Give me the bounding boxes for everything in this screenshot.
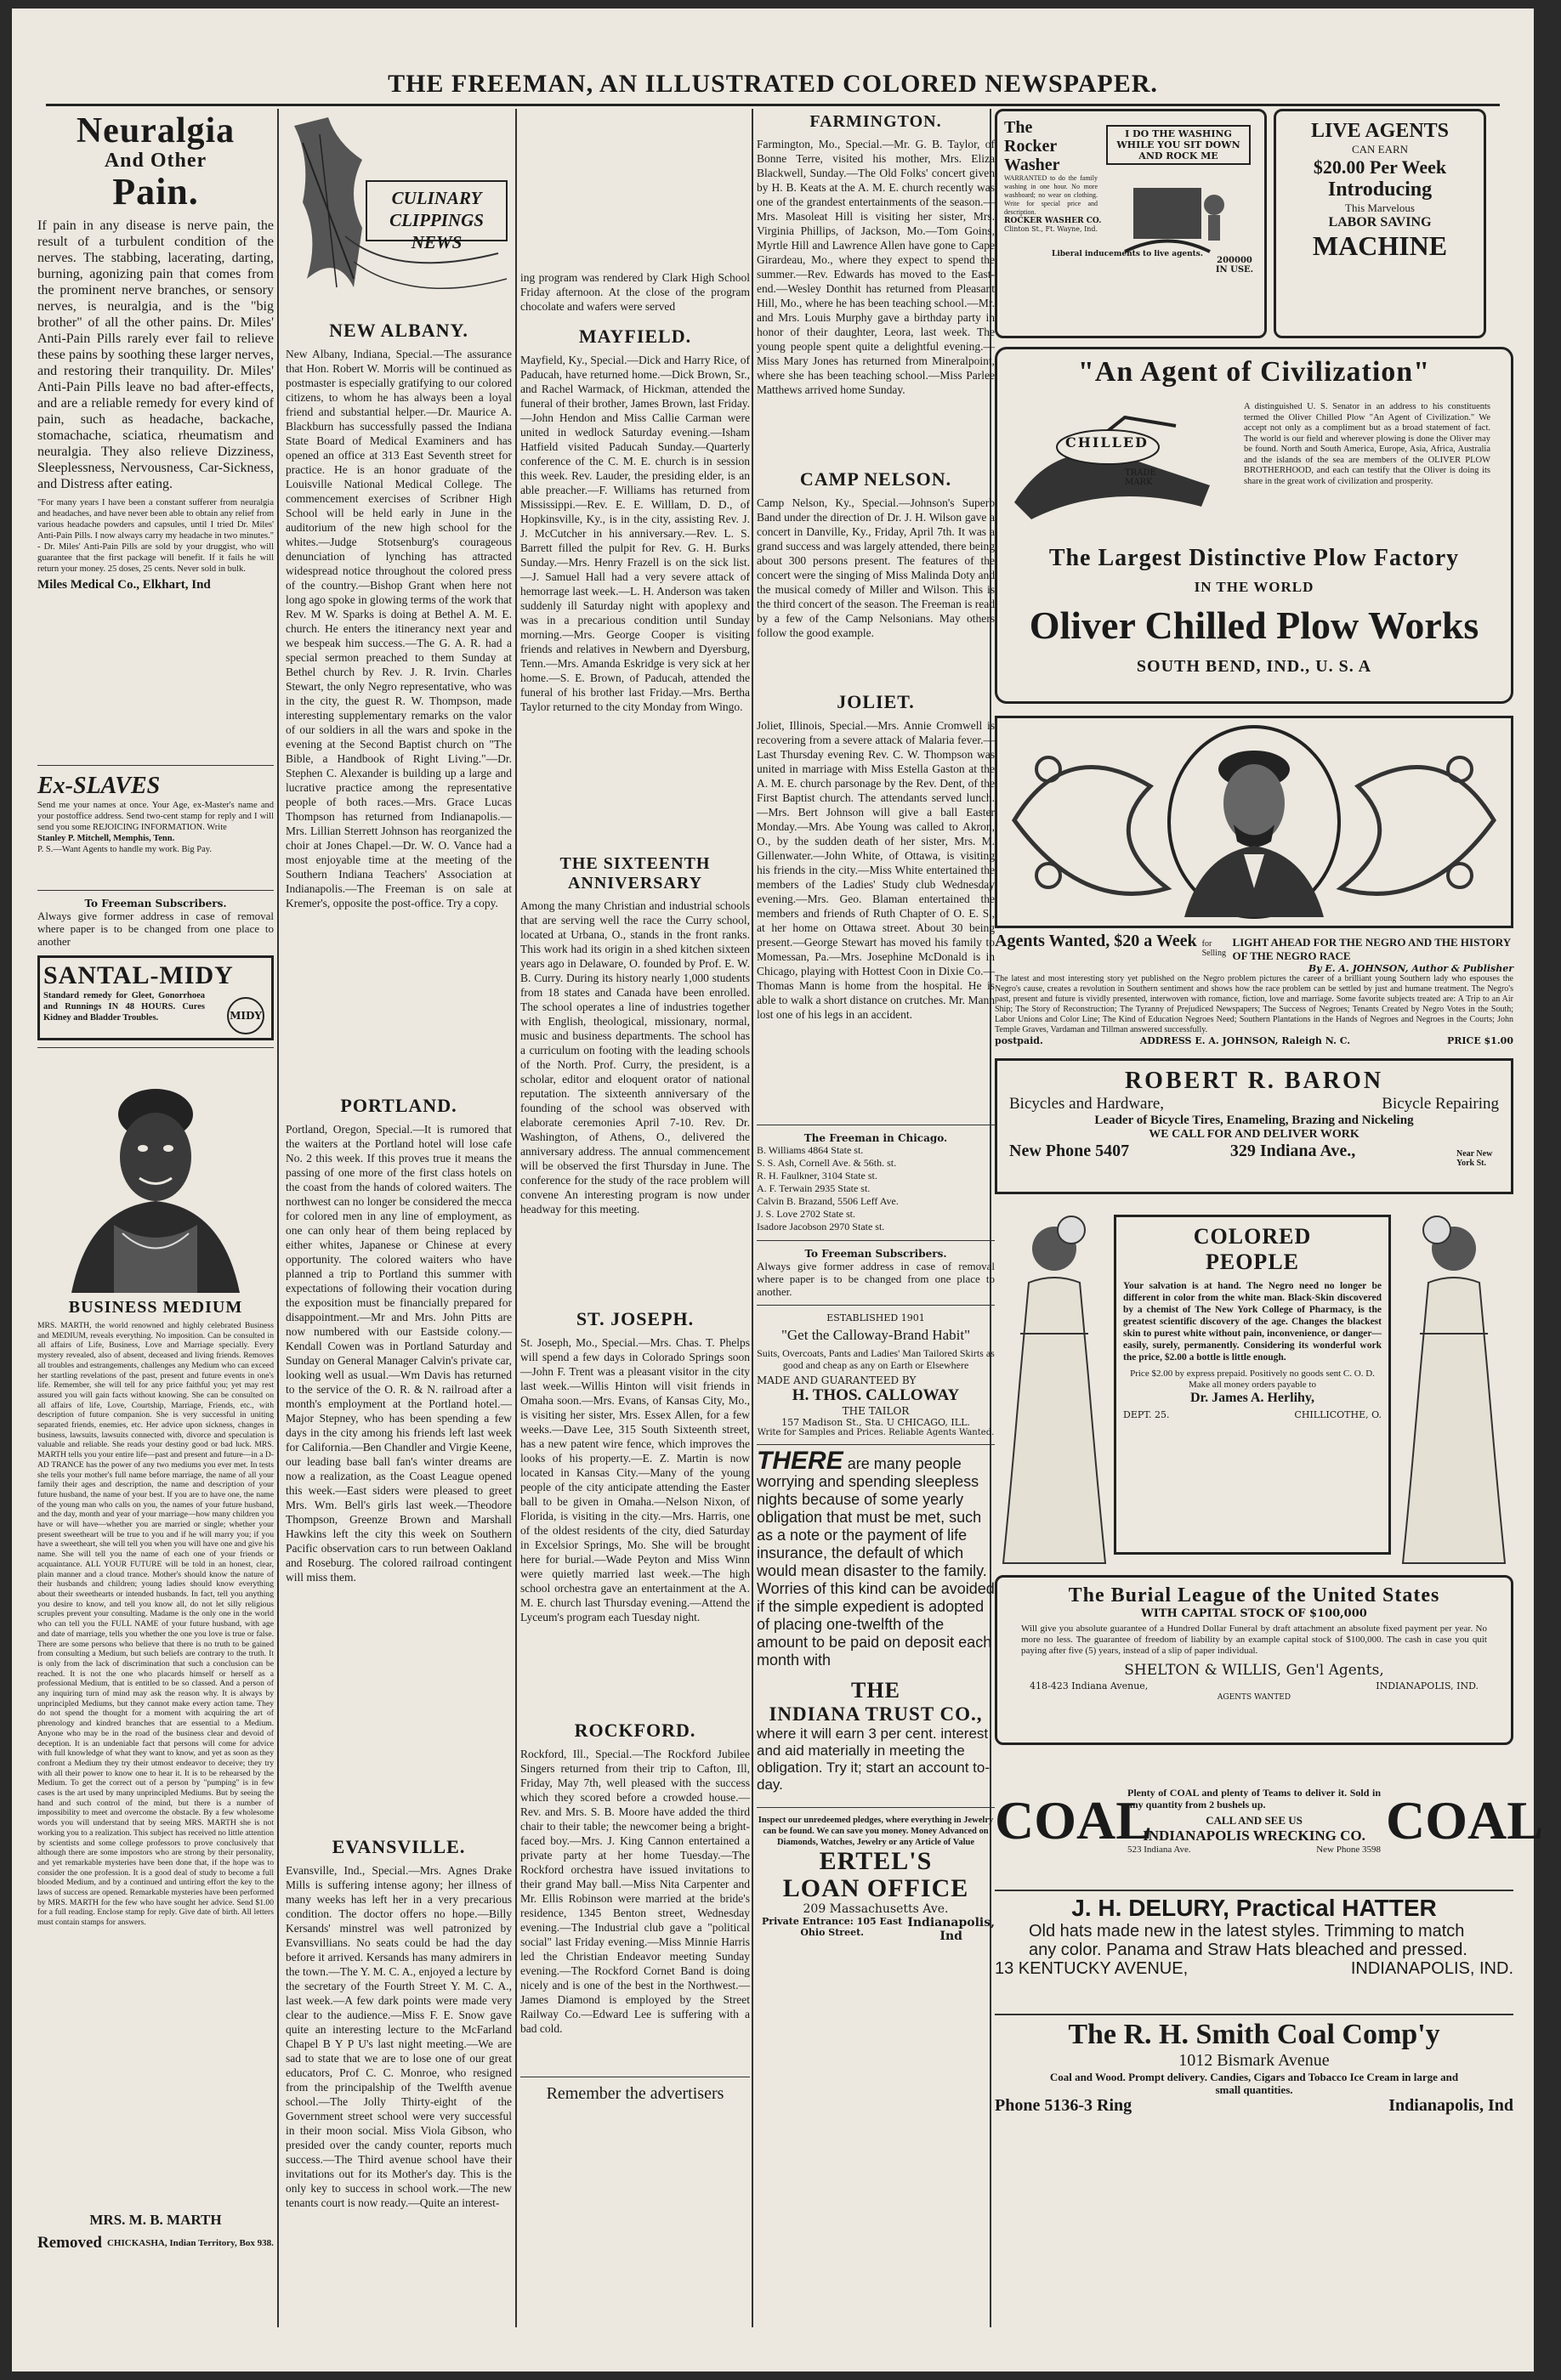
column-1 xyxy=(37,109,274,2336)
santal-ad xyxy=(37,955,274,1040)
divider xyxy=(757,1305,995,1306)
calloway-tailor-ad xyxy=(757,1312,995,1437)
column-divider xyxy=(277,109,279,2327)
exslaves-title: Ex-SLAVES xyxy=(37,773,161,799)
baron-address: 329 Indiana Ave., xyxy=(1229,1142,1356,1160)
coal-address: 523 Indiana Ave. xyxy=(1127,1844,1191,1855)
neuralgia-body: If pain in any disease is nerve pain, the result of a turbulent condition of the nerves. The stabbing, lacerating, darting, burning, agonizing pain that comes from the prominent nerve branches, or sensory nerves, is neuralgia, and is the "big brother" of all the other pains. Dr. Miles' Anti-Pain Pills rarely ever fail to relieve these pains by soothing these larger nerves, and restoring their tranquility. Dr. Miles' Anti-Pain Pills leave no bad after-effects, and are a reliable remedy for every kind of pain, such as headache, backache, stomachache, sciatica, rheumatism and neuralgia. They also relieve Dizziness, Sleeplessness, Nervousness, Car-Sickness, and Distress after eating. xyxy=(37,218,274,491)
portland-article: Portland, Oregon, Special.—It is rumored that the waiters at the Portland hotel will lose cafe No. 2 this week. If this proves true it means the passing of one more of the first class hotels on the coast from the hands of colored waiters. The northwest can no longer be considered the mecca for colored men in any line of employment, as one can only hear of them being replaced by either whites, Japanese or Chinese at every opportunity. The colored waiters who have planned a trip to Portland this summer with expectations of following their vocation during the exposition must be financially prepared for disappointment.—Mr and Mrs. John Pitts are now numbered with our Eastside colony.—Kendall Cowen was in Portland Saturday and Sunday on General Manager Calvin's private car, looking well as usual.—Wm Davis has returned to the service of the O. R. & N. railroad after a month's employment at the Portland hotel.—Major Stepney, who has been spending a few days in the city among his friends left last week for California.—Ben Chandler and Virgie Keene, our leading base ball fan's winter dreams are now a realization, as the Coast League opened this week.—East siders were pleased to greet Mrs. Wm. Bell's girls last week.—Theodore Thompson, Greenze Brown and Marshall Hawkins left the city this week on Southern Pacific observation cars to run between Oakland and Roseburg. The colored railroad contingent will miss them. xyxy=(286,1123,512,1584)
baron-leader: Leader of Bicycle Tires, Enameling, Brazing and Nickeling xyxy=(1094,1114,1414,1127)
rocker-company: ROCKER WASHER CO. xyxy=(1004,217,1102,225)
plow-brand: CHILLED xyxy=(1065,434,1149,450)
smith-body: Coal and Wood. Prompt delivery. Candies, Cigars and Tobacco Ice Cream in large and small quantities. xyxy=(1049,2071,1459,2096)
plow-company-name: Oliver Chilled Plow Works xyxy=(1029,604,1479,647)
calloway-write: Write for Samples and Prices. Reliable Agents Wanted. xyxy=(757,1428,995,1437)
column-4 xyxy=(757,109,995,2336)
coal-plenty: Plenty of COAL and plenty of Teams to deliver it. Sold in any quantity from 2 bushels up. xyxy=(1127,1787,1381,1810)
hatter-name: J. H. DELURY, Practical HATTER xyxy=(1071,1895,1437,1921)
burial-capital: WITH CAPITAL STOCK OF $100,000 xyxy=(1141,1607,1367,1620)
evansville-article: Evansville, Ind., Special.—Mrs. Agnes Drake Mills is suffering intense agony; her illness of many weeks has left her in a very precarious condition. The doctor offers no hope.—Billy Kersands' minstrel was well patronized by Evansvillians. No seats could be had the day before it arrived. Kersands has many admirers in the town.—The Y. M. C. A., enjoyed a lecture by the secretary of the Fourth Street Y. M. C. A., last week.—A few dark points were made very clear to the audience.—Miss F. E. Snow gave quite an interesting lecture to the McFarland Chapel B Y P U's last night meeting.—We are sad to state that we are to lose one of our great educators, Prof C. C. Monroe, who resigned from the principalship of the Twelfth avenue school.—The Jolly Thirty-eight of the Government street school were very successful in their moon social. Miss Viola Gibson, who presided over the candy counter, reports much success.—The Third avenue school have their invitations out for its Mother's day. This is the only key to success in school work.—The new tenants court is now ready.—Quite an interest- xyxy=(286,1864,512,2209)
burial-wanted: AGENTS WANTED xyxy=(1217,1693,1291,1702)
smith-address: 1012 Bismark Avenue xyxy=(1178,2051,1330,2070)
plow-trade-mark: TRADE MARK xyxy=(1125,468,1156,487)
live-agents-line-3: $20.00 Per Week xyxy=(1313,156,1447,178)
santal-body: Standard remedy for Gleet, Gonorrhoea and Runnings IN 48 HOURS. Cures Kidney and Bladder Troubles. xyxy=(43,991,205,1023)
baron-near: Near New York St. xyxy=(1456,1149,1493,1168)
smith-coal-ad xyxy=(995,2014,1513,2141)
calloway-role: THE TAILOR xyxy=(842,1405,910,1417)
culinary-clippings-banner xyxy=(286,109,512,313)
plow-illustration xyxy=(1006,400,1235,528)
coal-company: INDIANAPOLIS WRECKING CO. xyxy=(1143,1828,1365,1844)
rocker-subtitle: WARRANTED to do the family washing in one hour. No more washboard; no wear on clothing. Write for special price and description. xyxy=(1004,174,1098,216)
camp-nelson-article: Camp Nelson, Ky., Special.—Johnson's Superb Band under the direction of Dr. J. H. Wilson gave a concert in Danville, Ky., Friday, April 7th. It was a grand success and was largely attended, there being about 300 persons present. The features of the concert were the singing of Miss Malinda Doty and the musical comedy of Miller and Wilson. This is the third concert of the season. The Freeman is read by a few of the Camp Nelsonians. May others follow the good example. xyxy=(757,496,995,639)
santal-badge: MIDY xyxy=(227,997,264,1034)
book-portrait-frame xyxy=(995,716,1513,928)
joliet-article: Joliet, Illinois, Special.—Mrs. Annie Cromwell is recovering from a severe attack of Malaria fever.—Last Thursday evening Rev. C. W. Thompson was united in marriage with Miss Estella Gaston at the A. M. E. church parsonage by the Rev. Dent, of the First Baptist church. The attendants served lunch.—Mrs. Bert Johnson will give a ball Easter Monday.—Mrs. Abe Young was called to Akron, O., by the sudden death of her sister, Mrs. M. Gillenwater.—John White, of Ottawa, is visiting his friends in the city.—Miss White entertained the members of the Ladies' Study club Wednesday evening.—Mrs. Geo. Blaman entertained the members and friends of Ruth Chapter of O. E. S., at her home on Ottawa street. About 30 being present.—George Stewart has moved his family to Momessan, Pa.—Mrs. Josephine McDonald is in Chicago, playing with Hottest Coon in Dixie Co.—Thomas Mann is home from the hospital. He is able to walk a short distance on crutches. Mr. Mann lost one of his legs in an accident. xyxy=(757,719,995,1021)
divider xyxy=(37,1047,274,1048)
rocker-sign: I DO THE WASHING WHILE YOU SIT DOWN AND ROCK ME xyxy=(1106,125,1251,165)
live-agents-ad xyxy=(1274,109,1486,338)
ornament-portrait-illustration xyxy=(997,718,1511,926)
column-2 xyxy=(286,109,512,2336)
burial-address: 418-423 Indiana Avenue, xyxy=(1030,1680,1149,1692)
agents-wanted-for: for Selling xyxy=(1201,939,1226,958)
rocker-location: Clinton St., Ft. Wayne, Ind. xyxy=(1004,225,1098,233)
business-medium-removed: Removed xyxy=(37,2234,102,2252)
new-albany-headline: NEW ALBANY. xyxy=(329,320,468,341)
neuralgia-company: Miles Medical Co., Elkhart, Ind xyxy=(37,578,211,592)
business-medium-title: BUSINESS MEDIUM xyxy=(68,1298,243,1317)
plow-title: "An Agent of Civilization" xyxy=(1077,356,1431,388)
divider xyxy=(37,890,274,891)
smith-city: Indianapolis, Ind xyxy=(1388,2096,1513,2115)
rocker-agents: Liberal inducements to live agents. xyxy=(1051,250,1204,258)
neuralgia-title: Neuralgia xyxy=(76,111,236,150)
subscribers-notice xyxy=(37,898,274,949)
colored-people-ad xyxy=(995,1206,1513,1563)
live-agents-line-7: MACHINE xyxy=(1312,230,1448,261)
coal-phone: New Phone 3598 xyxy=(1316,1844,1381,1855)
agents-wanted-price: PRICE $1.00 xyxy=(1447,1035,1513,1046)
colored-price: Price $2.00 by express prepaid. Positively no goods sent C. O. D. Make all money orders payable to xyxy=(1130,1368,1375,1390)
colored-city: CHILLICOTHE, O. xyxy=(1294,1409,1382,1420)
chicago-agents-list: B. Williams 4864 State st. S. S. Ash, Cornell Ave. & 56th. st. R. H. Faulkner, 3104 State st. A. F. Terwain 2935 State st. Calvin B. Brazand, 5506 Leff Ave. J. S. Love 2702 State st. Isadore Jacobson 2970 State st. xyxy=(757,1144,899,1232)
plow-body: A distinguished U. S. Senator in an address to his constituents termed the Oliver Chilled Plow "An Agent of Civilization." We accept not only as a compliment but as a broad statement of fact. The world is our field and wherever plowing is done the Oliver may be found. North and South America, Europe, Asia, Africa, Australia and the islands of the sea are members of the OLIVER PLOW BROTHERHOOD, and each can testify that the Oliver is doing its share in the great work of civilization and prosperity. xyxy=(1244,402,1490,486)
st-joseph-headline: ST. JOSEPH. xyxy=(576,1308,695,1329)
plow-city: SOUTH BEND, IND., U. S. A xyxy=(1136,657,1372,676)
subscribers-title: To Freeman Subscribers. xyxy=(84,898,227,910)
baron-name: ROBERT R. BARON xyxy=(1124,1068,1384,1094)
agents-wanted-body: The latest and most interesting story yet published on the Negro problem pictures the career of a brilliant young Southern lady who espouses the Negro's cause, creates a revolution in Southern sentiment and shows how the race problem can be settled by just and humane treatment. The Negro's past, present and future is vividly presented, interwoven with romance, fiction, love and marriage. Some favorite subjects treated are: A Trip to an Air Ship; The Story of Reconstruction; The Tyranny of Prejudiced Newspapers; The Success of Negroes; Tenants Created by Negro Votes in the South; Labor Unions and Color Line; The Kind of Education Negroes Need; Southern Plantations in the Hands of Negroes and Negroes in the Courts; John Temple Graves, Vardaman and Tillman answered successfully. xyxy=(995,974,1513,1034)
loan-address: 209 Massachusetts Ave. xyxy=(803,1902,949,1916)
divider xyxy=(37,765,274,766)
live-agents-line-5: This Marvelous xyxy=(1345,201,1415,214)
trust-name-line-2: INDIANA TRUST CO., xyxy=(769,1703,983,1725)
rockford-article: Rockford, Ill., Special.—The Rockford Jubilee Singers returned from their trip to Cafton, Ill, Friday, May 7th, well pleased with the success which they scored before a crowded house.—Rev. and Mrs. S. B. Moore have added the third chair to their table; the newcomer being a bright-faced boy.—Mrs. J. King Cannon entertained a private party at her home Tuesday.—The Rockford orchestra have issued invitations to their grand May ball.—Miss Nita Carpenter and Mr. Ellis Robinson were married at the bride's residence, 1345 Benton street, Wednesday evening.—The Industrial club gave a "political social" last Friday evening.—Miss Minnie Harris led the Christian Endeavor meeting Sunday evening.—The Rockford Cornet Band is doing nicely and is one of the best in the Northwest.—James Diamond is employed by the Street Railway Co.—Edward Lee is suffering with a bad cold. xyxy=(520,1748,750,2035)
column-divider xyxy=(515,109,517,2327)
trust-body: are many people worrying and spending sleepless nights because of some yearly obligation that must be met, such as a note or the payment of life insurance, the default of which would mean disaster to the family. Worries of this kind can be avoided if the simple expedient is adopted of placing one-twelfth of the amount to be paid on deposit each month with xyxy=(757,1455,995,1669)
robert-baron-ad xyxy=(995,1058,1513,1194)
exslaves-contact: Stanley P. Mitchell, Memphis, Tenn. xyxy=(37,834,175,843)
johnson-book-ad xyxy=(995,716,1513,1046)
loan-name-1: ERTEL'S xyxy=(819,1847,933,1875)
divider xyxy=(757,1807,995,1808)
right-woman-illustration xyxy=(1394,1206,1513,1563)
subscribers-body: Always give former address in case of removal where paper is to be changed from one place to another xyxy=(37,910,274,948)
farmington-headline: FARMINGTON. xyxy=(809,112,942,131)
neuralgia-subtitle: And Other xyxy=(104,150,207,172)
rocker-count: 200000 IN USE. xyxy=(1215,256,1254,275)
sixteenth-anniversary-headline: THE SIXTEENTH ANNIVERSARY xyxy=(559,854,711,892)
coal-word-right: COAL xyxy=(1386,1790,1543,1850)
camp-nelson-headline: CAMP NELSON. xyxy=(799,468,952,490)
burial-agents: SHELTON & WILLIS, Gen'l Agents, xyxy=(1124,1662,1384,1679)
neuralgia-testimonial: "For many years I have been a constant sufferer from neuralgia and headaches, and have never been able to obtain any relief from various headache powders and capsules, until I tried Dr. Miles' Anti-Pain Pills. I now always carry my headache in two minutes." - Dr. Miles' Anti-Pain Pills are sold by your druggist, who will guarantee that the first package will benefit. If it fails he will return your money. 25 doses, 25 cents. Never sold in bulk. xyxy=(37,498,274,574)
smith-name: The R. H. Smith Coal Comp'y xyxy=(1068,2019,1440,2050)
calloway-established: ESTABLISHED 1901 xyxy=(826,1312,925,1323)
evansville-headline: EVANSVILLE. xyxy=(332,1836,466,1857)
exslaves-body: Send me your names at once. Your Age, ex-Master's name and your postoffice address. Send two-cent stamp for reply and I will send you some REJOICING INFORMATION. Write xyxy=(37,801,274,832)
mayfield-article: Mayfield, Ky., Special.—Dick and Harry Rice, of Paducah, have returned home.—Dick Brown, Sr., and Rachel Warmack, of Hickman, attended the funeral of their brother, James Brown, last Friday.—John Hendon and Miss Callie Carman were united in wedlock Saturday evening.—Isham Hatfield visited Paducah Sunday.—Quarterly conference of the C. M. E. church is in session this week. Rev. Lauder, the presiding elder, is an able preacher.—F. Williams has returned from Mississippi.—Rev. E. E. Willlam, D. D., of Hopkinsville, Ky., is in the city, assisting Rev. J. J. McCutcher in his anniversary.—Rev. L. S. Barrett filled the pulpit for Rev. G. H. Burks Sunday.—Mrs. Henry Frazell is on the sick list.—J. Samuel Hall had a very severe attack of hemorrage last week.—L. H. Anderson was taken suddenly ill Saturday night with apoplexy and was in a precarious condition until Sunday morning.—Mrs. George Cooper is visiting friends and relatives in Newbern and Dyersburg, Tenn.—Mrs. Amanda Eskridge is very sick at her home.—S. E. Brown, of Paducah, attended the funeral of his brother last Friday.—Mrs. Bertha Taylor returned to the city Monday from Wingo. xyxy=(520,354,750,713)
trust-body-2: where it will earn 3 per cent. interest and aid materially in meeting the obligation. Try it; start an account to-day. xyxy=(757,1726,991,1793)
coal-call: CALL AND SEE US xyxy=(1206,1814,1303,1827)
masthead: THE FREEMAN, AN ILLUSTRATED COLORED NEWSPAPER. xyxy=(388,70,1158,98)
loan-body: Inspect our unredeemed pledges, where everything in Jewelry can be found. We can save you money. Money Advanced on Diamonds, Watches, Jewelry or any Article of Value xyxy=(758,1816,994,1847)
business-medium-signature: MRS. M. B. MARTH xyxy=(89,2212,222,2228)
loan-private-entrance: Private Entrance: 105 East Ohio Street. xyxy=(762,1916,903,1938)
live-agents-line-6: LABOR SAVING xyxy=(1328,215,1432,230)
joliet-headline: JOLIET. xyxy=(837,691,915,712)
loan-city: Indianapolis, Ind xyxy=(907,1916,995,1943)
ertels-loan-ad xyxy=(757,1815,995,1943)
indiana-trust-ad xyxy=(757,1447,995,1800)
burial-title: The Burial League of the United States xyxy=(1068,1584,1440,1606)
hatter-city: INDIANAPOLIS, IND. xyxy=(1350,1959,1513,1978)
delury-hatter-ad xyxy=(995,1890,1513,2009)
mayfield-headline: MAYFIELD. xyxy=(578,326,692,347)
continued-article: ing program was rendered by Clark High School Friday afternoon. At the close of the program chocolate and wafers were served xyxy=(520,271,750,313)
live-agents-line-1: LIVE AGENTS xyxy=(1310,120,1450,142)
calloway-name: H. THOS. CALLOWAY xyxy=(792,1386,960,1404)
wrecking-coal-ad xyxy=(995,1757,1543,1884)
left-woman-illustration xyxy=(995,1206,1114,1563)
baron-phone: New Phone 5407 xyxy=(1009,1142,1130,1160)
farmington-article: Farmington, Mo., Special.—Mr. G. B. Taylor, of Bonne Terre, visited his mother, Mrs. Eliza Blackwell, Sunday.—The Old Folks' concert given by H. B. Keats at the A. M. E. church recently was one of the grandest entertainments of the season.—Mrs. Masoleat Hill is visiting her sister, Mrs. Virginia Phillips, of Jackson, Mo.—Tom Goins, Myrtle Hill and Lawrence Allen have gone to Cape Girardeau, Mo., where they expect to spend the summer.—Rev. Edwards has moved to the East-end.—Wesley Donthit has returned from Pleasant Hill, Mo., where he has been teaching school.—Mr. and Mrs. Louis Murphy gave a birthday party in honor of their daughter, Leora, last week. The young people spent quite a delightful evening.—Miss Mary Jones has returned from Mineralpoint, where she has been teaching school.—Miss Parlee Matthews arrived home Sunday. xyxy=(757,138,995,396)
subscribers-title-2: To Freeman Subscribers. xyxy=(804,1248,947,1260)
plow-in-the-world: IN THE WORLD xyxy=(1194,579,1314,595)
baron-left: Bicycles and Hardware, xyxy=(1009,1095,1165,1113)
baron-right: Bicycle Repairing xyxy=(1382,1095,1499,1113)
baron-call: WE CALL FOR AND DELIVER WORK xyxy=(1149,1128,1359,1141)
coal-word-left: COAL xyxy=(995,1790,1152,1850)
trust-name-line-1: THE xyxy=(851,1678,900,1703)
agents-wanted-postpaid: postpaid. xyxy=(995,1035,1043,1046)
trust-lead-word: THERE xyxy=(757,1447,843,1475)
live-agents-line-4: Introducing xyxy=(1327,178,1433,201)
portland-headline: PORTLAND. xyxy=(340,1095,457,1116)
divider xyxy=(757,1240,995,1241)
subscribers-body-2: Always give former address in case of removal where paper is to be changed from one place to another. xyxy=(757,1260,995,1298)
business-medium-ad xyxy=(37,1055,274,2252)
medium-portrait-illustration xyxy=(37,1055,274,1293)
neuralgia-pain: Pain. xyxy=(112,171,199,212)
burial-league-ad xyxy=(995,1575,1513,1745)
agents-wanted-title: Agents Wanted, $20 a Week xyxy=(995,932,1197,950)
advertisers-footer: Remember the advertisers xyxy=(546,2084,724,2103)
colored-dept: DEPT. 25. xyxy=(1123,1409,1170,1420)
calloway-address: 157 Madison St., Sta. U CHICAGO, ILL. xyxy=(781,1417,970,1428)
calloway-slogan: "Get the Calloway-Brand Habit" xyxy=(780,1327,971,1343)
smith-phone: Phone 5136-3 Ring xyxy=(995,2096,1132,2115)
newspaper-page xyxy=(12,8,1543,2372)
neuralgia-ad xyxy=(37,112,274,758)
divider xyxy=(757,1444,995,1445)
colored-title-1: COLORED xyxy=(1193,1224,1312,1249)
column-3 xyxy=(520,109,750,2336)
calloway-body: Suits, Overcoats, Pants and Ladies' Man Tailored Skirts as good and cheap as any on Earth or Elsewhere xyxy=(757,1347,995,1371)
colored-title-2: PEOPLE xyxy=(1205,1250,1299,1274)
rocker-title: The Rocker Washer xyxy=(1004,118,1060,174)
agents-wanted-author: By E. A. JOHNSON, Author & Publisher xyxy=(1308,963,1513,974)
business-medium-body: MRS. MARTH, the world renowned and highly celebrated Business and MEDIUM, reveals everything. No imposition. Can be consulted in all affairs of Life, Business, Love and Marriage specially. Every mystery revealed, also of absent, deceased and living friends. Removes all troubles and estrangements, challenges any Medium who can exceed her startling revelations of the past, present and future events in one's life. Remember, she will tell for any price faithful you; yet may rest assured you will gain facts without knowing. She can be consulted on all affairs of life, Love, Courtship, Marriage, Friends, etc., with description of future companion. She is very successful in uniting separated friends, enemies, etc. Her advice upon sickness, changes in business, lawsuits, lawsuits connected with, divorce and speculation is valuable and reliable. She reads your destiny good or bad luck. MRS. MARTH tells you your entire life—past and present and future—in a D-AD TRANCE has the power of any two mediums you ever met. In tests she tells your mother's full name before marriage, the name of all your family their ages and description, the name and description of your future husband, the name of your best. If you are to have one, the name of the young man who calls on you, the names of your future husband, and the day, month and year of your marriage—how many children you have or will have—whether you are married or single; whether your present sweetheart will be true to you and if he will marry you; if you have a sweetheart, she will tell you when you will have one and give his name. She will tell you the name of each one of your friends or acquaintance. ALL YOUR FUTURE will be told in an honest, clear, plain manner and a cloud trance. Mother's should know the nature of their husbands and children; young ladies should know everything about their sweethearts or intended husbands. In fact, tell you anything you desire to know, and tell you know all, do not let silly religious scruples prevent your consulting. Madame is the only one in the world who can tell you the FULL NAME of your future husband, with age and date of marriage, tells you whether the one you love is true or false. There are some persons who believe that there is no truth to be gained from consulting a Medium, but such beliefs are contrary to the truth. It is only from the lack of discrimination that such a conclusion can be reached. It is not the one who placards himself or herself as a professional Medium, that is entitled to be so classed. And a person of any inquiring turn of mind may ask the reason why. It is always by unprincipled Mediums, but they cannot make every action tame. They do not spend the thought for a moment with acquiring the art of phrenology and kindred branches that are essential to a Medium. Anyone who may be in the road of the business clear and devoid of deception. It is an undeniable fact that persons will come for advice with full knowledge of what they want to know, and yet as soon as they confront a Medium they try their utmost endeavor to deceive; they try with all their power to know one to hear it. It is to be rehearsed by the Medium. To get the correct out of a person by "pumping" is in few cases is the art used by many unprincipled Mediums. But by seeing the hand and such control of the mind, but there is a number of impossibility to meet and overcome the obstacle. By a few wholesome words you will understand that by seeing MRS. MARTH she is not working you to a realization. This subject has received no little attention by scientists and some college professors to prove conclusively that although there are some impostors who are strong by their personality, and yet remarkable mysteries have been done that, if the hope was to consider the one profession. It is a good deal of study to become a full blooded Medium, and by a continued and untiring effort the key to the laws of success are opened. Remarkable mysteries have been performed by MRS. MARTH for the few who have sought her advice. Send $1.00 for a full reading. Enclose stamp for reply. Give date of birth. All letters must contain stamps for answers. xyxy=(37,1321,274,1928)
calloway-made-by: MADE AND GUARANTEED BY xyxy=(757,1374,917,1386)
column-divider xyxy=(752,109,753,2327)
hatter-body: Old hats made new in the latest styles. Trimming to match any color. Panama and Straw Hats bleached and pressed. xyxy=(1029,1922,1467,1959)
burial-city: INDIANAPOLIS, IND. xyxy=(1376,1680,1479,1692)
plow-largest: The Largest Distinctive Plow Factory xyxy=(1048,545,1460,571)
santal-title: SANTAL-MIDY xyxy=(43,961,234,989)
new-albany-article: New Albany, Indiana, Special.—The assurance that Hon. Robert W. Morris will be continued as postmaster is especially gratifying to our colored citizens, to whom he has always been a loyal friend and substantial helper.—Dr. Maurice A. Blackburn has successfully passed the Indiana State Board of Medical Examiners and has opened an office at 313 East Seventh street for practice. He is an honor graduate of the Louisville National Medical College. The commencement exercises of Scribner High School will be held early in June in the auditorium of the new high school for the whites.—Judge Stotsenburg's courageous denunciation of lynching has attracted widespread notice throughout the colored press of the country.—Bishop Grant when here not long ago spoke in glowing terms of the work that Rev. M W. Sparks is doing at Bethel A. M. E. church. He enters the itinerancy next year and we bespeak him success.—The G. A. R. had a special sermon preached to them Sunday at Bethel church by Rev. J. R. Irvin. Charles Stewart, the only Negro representative, who was in the city, the guest R. W. Thompson, made interesting supplementary remarks on the valor of our soldiers in all the wars and spoke in the evening at the Second Baptist church on "The Bible, a Handbook of Right Living."—Dr. Stephen C. Alexander is building up a large and lucrative practice among the representative people of both races.—Mrs. Grace Lucas Thompson has returned from Indianapolis.—Mrs. Lillian Sterrett Johnson has reorganized the choir at Jones Chapel.—Dr. W. O. Vance had a most enjoyable time at the meeting of the Southern Indiana Teachers' Association at Indianapolis.—The Freeman is on sale at Kremer's, opposite the post-office. Try a copy. xyxy=(286,348,512,910)
masthead-rule xyxy=(46,104,1500,106)
culinary-banner-title: CULINARY CLIPPINGS NEWS xyxy=(389,188,484,252)
agents-wanted-book: LIGHT AHEAD FOR THE NEGRO AND THE HISTORY OF THE NEGRO RACE xyxy=(1232,936,1511,962)
hatter-address: 13 KENTUCKY AVENUE, xyxy=(995,1959,1189,1978)
st-joseph-article: St. Joseph, Mo., Special.—Mrs. Chas. T. Phelps will spend a few days in Colorado Springs soon—John F. Trent was a pleasant visitor in the city last week.—Willis Hinton will visit friends in Omaha soon.—Mrs. Evans, of Kansas City, Mo., is visiting her sister, Mrs. Essex Allen, for a few weeks.—Dave Lee, 315 South Sixteenth street, has a new patent wire fence, which improves the looks of his property.—E. Z. Martin is now located in Kansas City.—Many of the young people of the city anticipate attending the Easter ball to be given in Omaha.—Nelson Nixon, of Florida, is visiting in the city.—Mrs. Harris, one of the oldest residents of the city, died Saturday in Excelsior Springs, Mo. She will be brought here for burial.—Wade Peyton and Miss Winn were quietly married last week.—The high school orchestra gave an entertainment at the A. M. E. church last Thursday evening.—Attend the Lyceum's program each Tuesday night. xyxy=(520,1336,750,1624)
loan-name-2: LOAN OFFICE xyxy=(782,1874,969,1902)
rockford-headline: ROCKFORD. xyxy=(574,1720,696,1741)
business-medium-address: CHICKASHA, Indian Territory, Box 938. xyxy=(106,2237,274,2248)
chicago-agents-title: The Freeman in Chicago. xyxy=(803,1132,948,1144)
rocker-washer-ad xyxy=(995,109,1267,338)
burial-body: Will give you absolute guarantee of a Hundred Dollar Funeral by draft attachment an absolute fixed payment per year. No more no less. The guarantee of freedom of liability by an example capital stock of $100,000. The cash in case you quit paying after five (5) years, instead of a slip of paper individual. xyxy=(1021,1624,1487,1656)
colored-body: Your salvation is at hand. The Negro need no longer be different in color from the white man. Black-Skin discovered by a chemist of The New York College of Pharmacy, is the greatest scientific discovery of the age. Changes the blackest skin to purest white without pain, inconvenience, or danger—easily, surely, permanently. Considering its wonderful work the price, $2.00 a bottle is little enough. xyxy=(1123,1281,1382,1363)
oliver-plow-ad xyxy=(995,347,1513,704)
exslaves-note: P. S.—Want Agents to handle my work. Big Pay. xyxy=(37,845,212,854)
agents-wanted-address: ADDRESS E. A. JOHNSON, Raleigh N. C. xyxy=(1139,1035,1351,1046)
colored-doctor: Dr. James A. Herlihy, xyxy=(1189,1391,1315,1405)
column-5 xyxy=(995,109,1543,2336)
live-agents-line-2: CAN EARN xyxy=(1351,143,1409,156)
exslaves-ad xyxy=(37,773,274,883)
sixteenth-anniversary-article: Among the many Christian and industrial schools that are serving well the race the Curry school, located at Urbana, O., stands in the front ranks. This work had its origin in a shed kitchen sixteen years ago in Delaware, O. founded by Prof. E. W. B. Curry. During its history nearly 1,000 students from 18 states and Canada have been enrolled. The school operates a line of industries together with English, theological, missionary, normal, music and business departments. The school has a curriculum on footing with the leading schools of the North. Prof. Curry, the president, is a scholar, editor and eloquent orator of national reputation. The sixteenth anniversary of the founding of the school was observed with elaborate ceremonies April 7-10. Rev. Dr. Washington, of Athens, O., delivered the anniversary address. The annual commencement will be observed the first Thursday in June. The conference for the study of the race problem will convene An interesting program is now under headway for this meeting. xyxy=(520,899,750,1216)
